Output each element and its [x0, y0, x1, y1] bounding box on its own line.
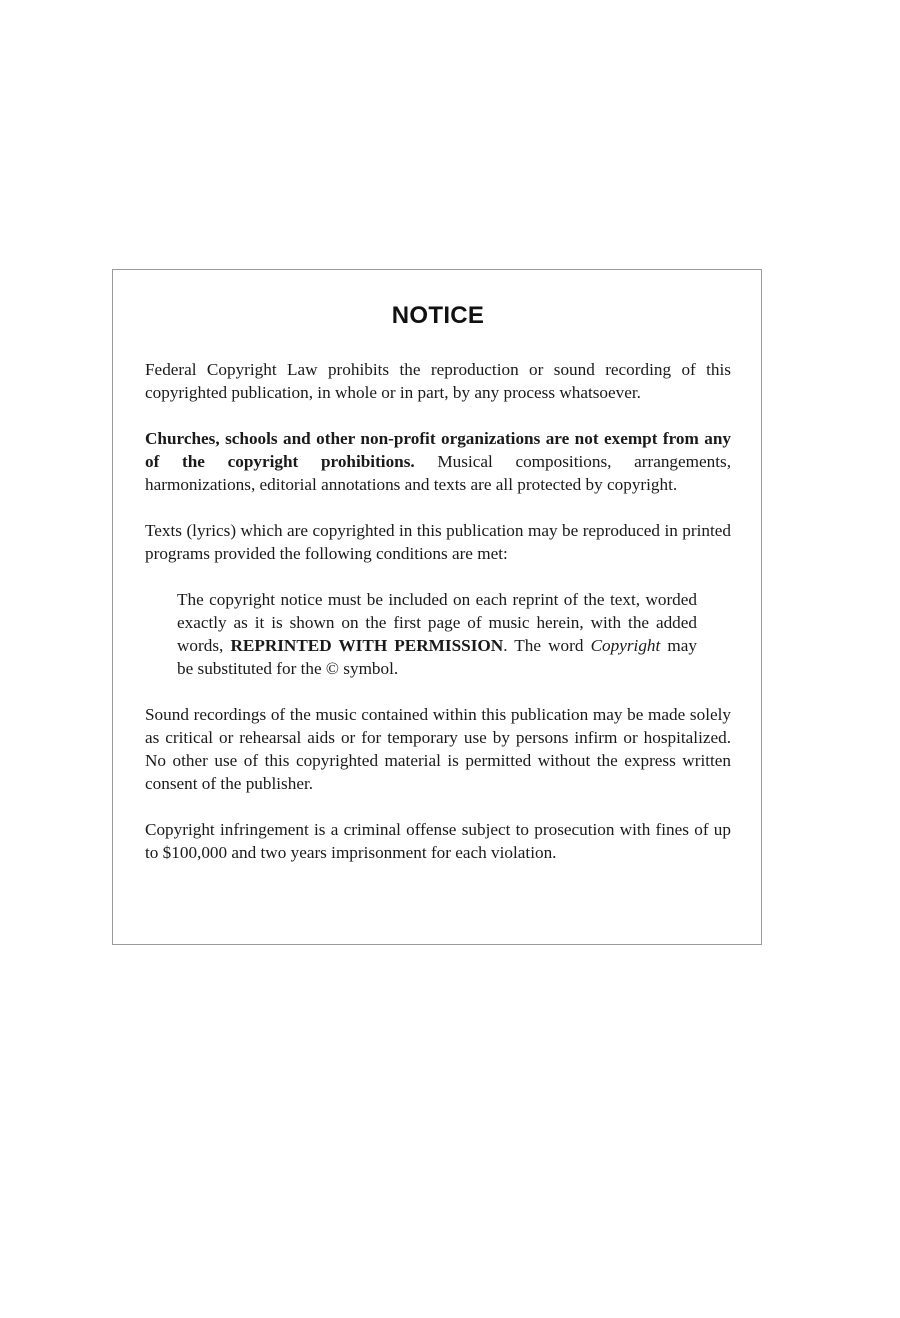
paragraph-federal-law [145, 358, 731, 404]
paragraph-not-exempt [145, 427, 731, 496]
reprinted-with-permission: REPRINTED WITH PERMISSION [230, 636, 504, 655]
paragraph-sound-recordings [145, 703, 731, 795]
not-exempt-rest-text: Musical compositions, arrangements, harmonizations, editorial annotations and texts are all protected by copyright. [145, 452, 731, 494]
copyright-word: Copyright [590, 636, 661, 655]
reprint-text-a: The copyright notice must be included on each reprint of the text, worded exactly as it is shown on the first page of music herein, with the added words, [177, 590, 697, 655]
notice-title: NOTICE [391, 302, 485, 329]
infringement-text: Copyright infringement is a criminal offense subject to prosecution with fines of up to $100,000 and two years imprisonment for each violation. [145, 820, 731, 862]
reprint-text-b: . The word [503, 636, 591, 655]
paragraph-infringement [145, 818, 731, 864]
federal-law-text: Federal Copyright Law prohibits the reproduction or sound recording of this copyrighted publication, in whole or in part, by any process whatsoever. [145, 360, 731, 402]
paragraph-reprint-conditions [145, 588, 731, 680]
reprint-text-c: may be substituted for the © symbol. [177, 636, 698, 678]
sound-recordings-text: Sound recordings of the music contained within this publication may be made solely as critical or rehearsal aids or for temporary use by persons infirm or hospitalized. No other use of this copyrighted material is permitted without the express written consent of the publisher. [145, 705, 731, 793]
not-exempt-bold-text: Churches, schools and other non-profit organizations are not exempt from any of the copyright prohibitions. [145, 429, 731, 471]
notice-box [112, 269, 762, 945]
texts-lyrics-text: Texts (lyrics) which are copyrighted in this publication may be reproduced in printed programs provided the following conditions are met: [145, 521, 731, 563]
paragraph-texts-lyrics [145, 519, 731, 565]
